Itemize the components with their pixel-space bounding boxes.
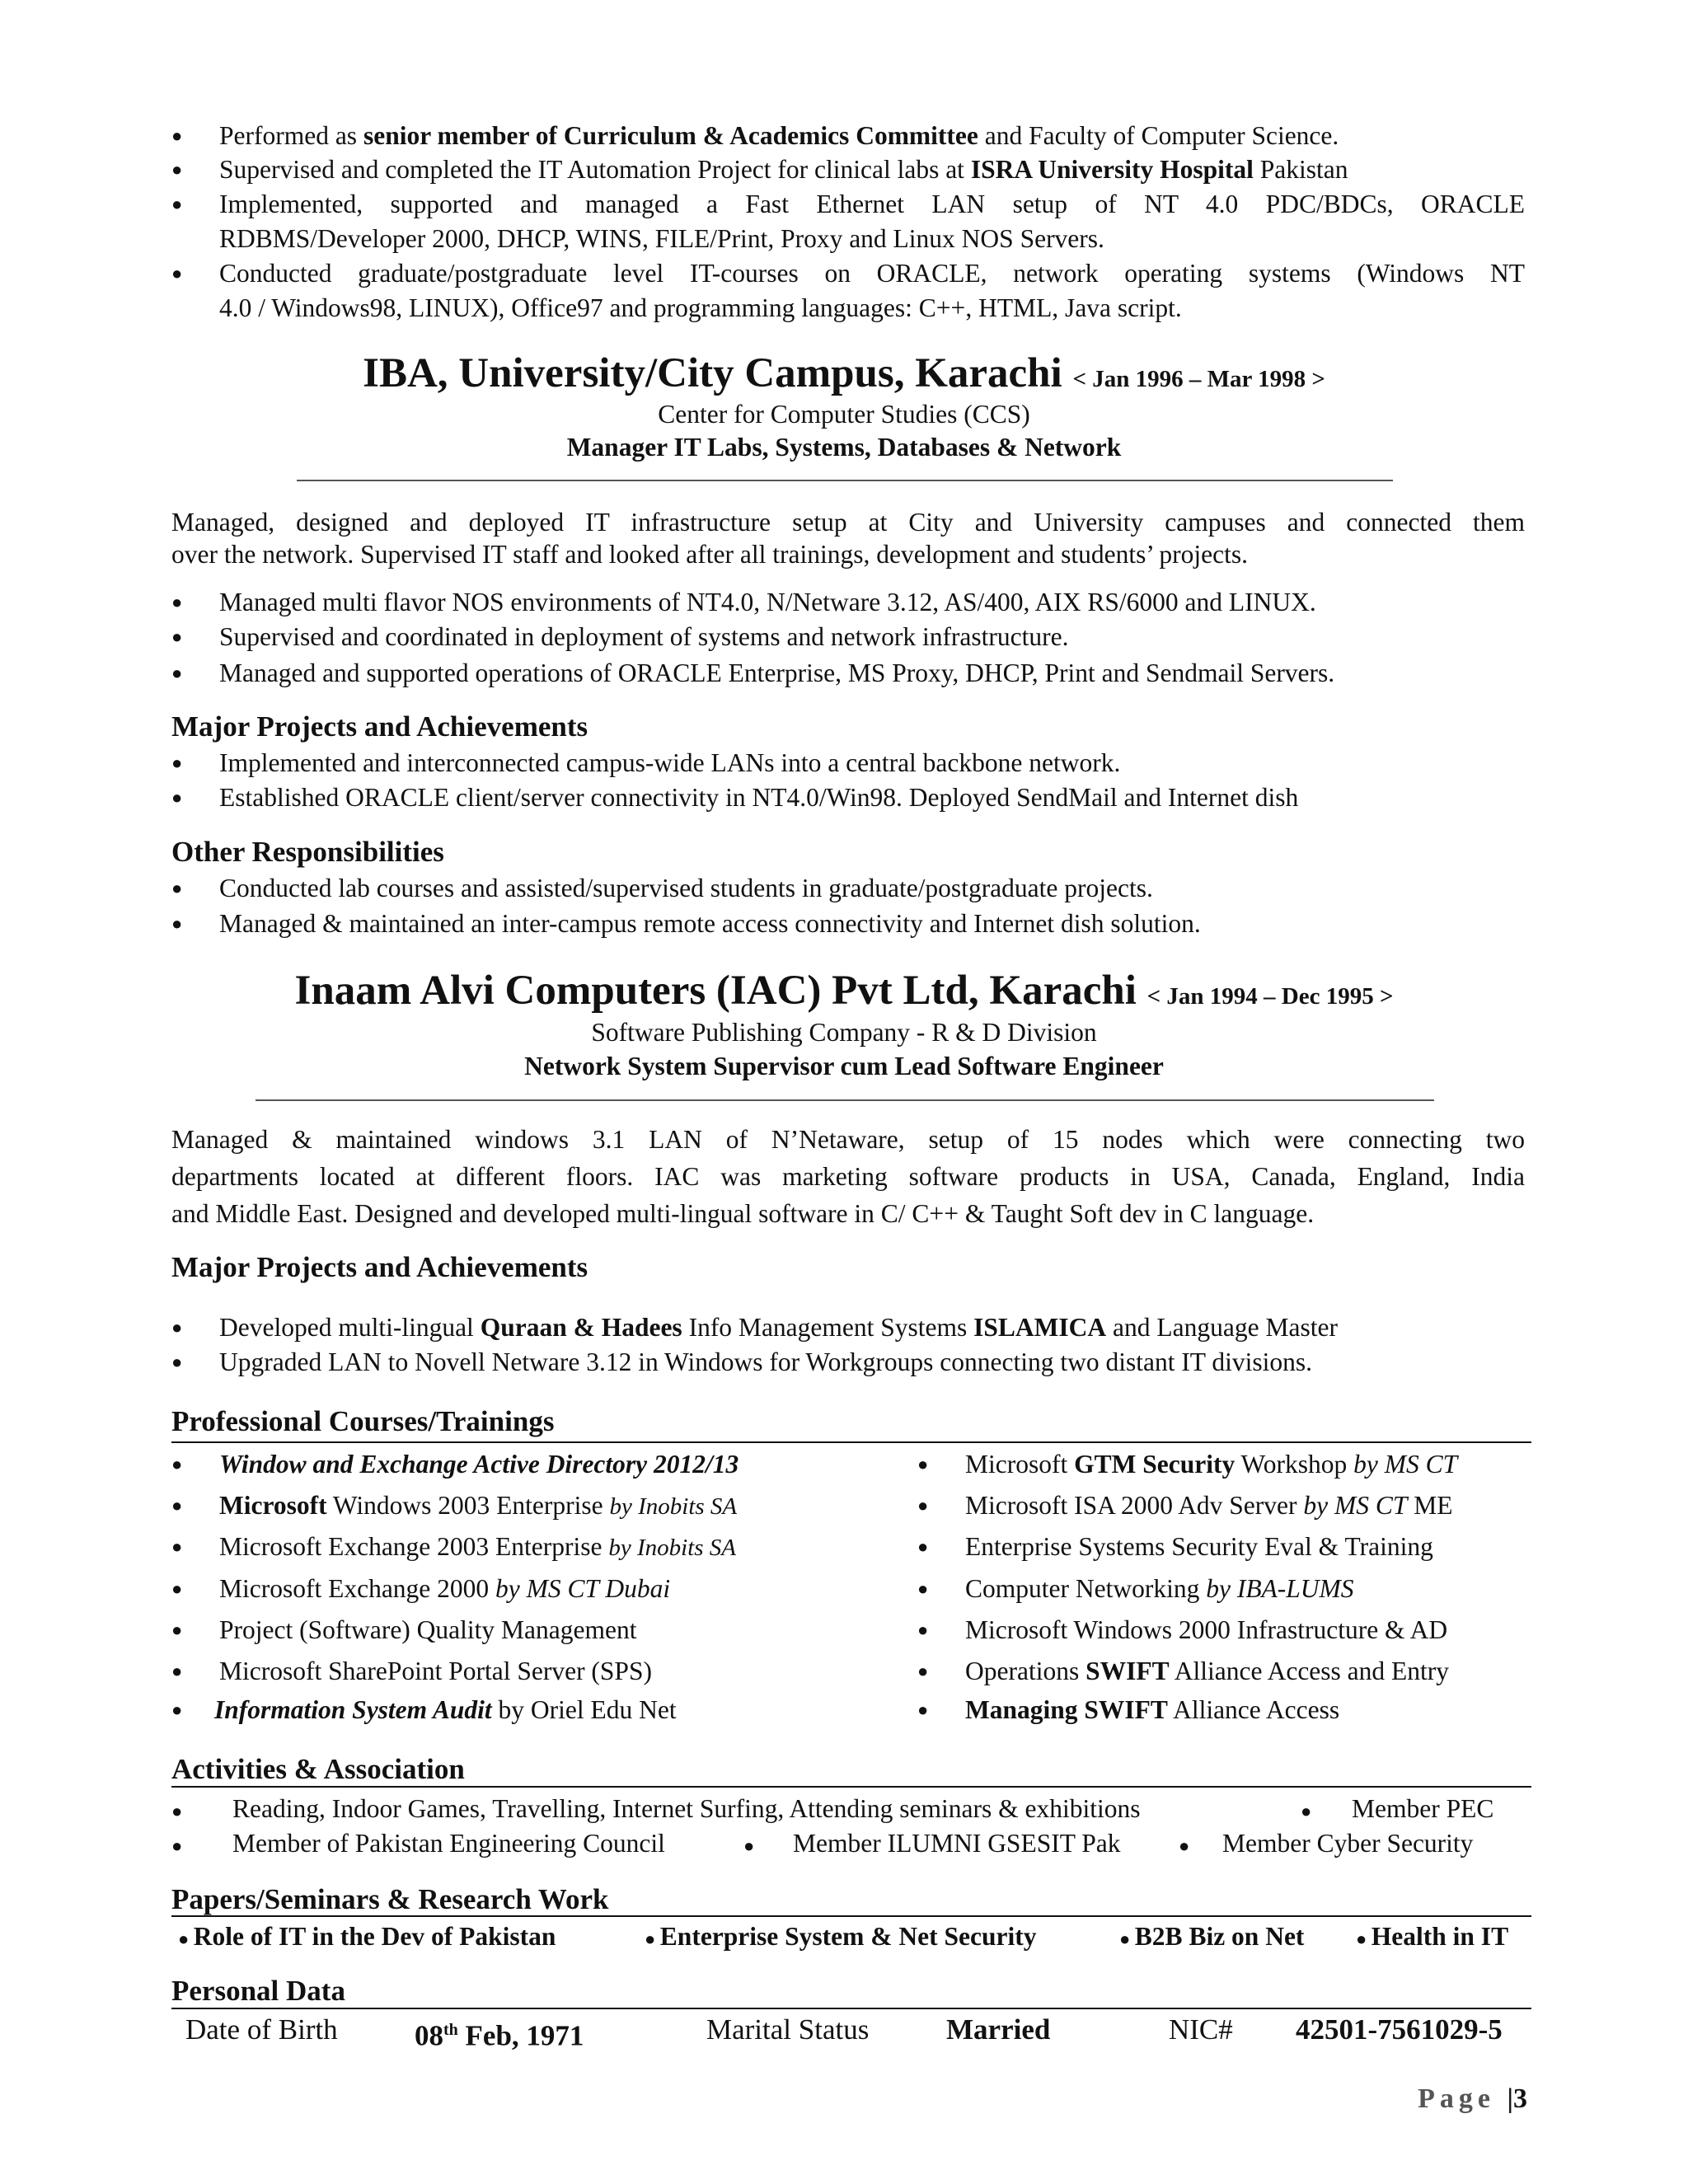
section-heading: Papers/Seminars & Research Work xyxy=(171,1883,609,1915)
bullet-icon: ● xyxy=(1179,1835,1190,1856)
list-item: ● Implemented, supported and managed a Fast Ethernet LAN setup of NT 4.0 PDC/BDCs, ORACLE RDBMS/Developer 2000, DHCP, WINS, FILE/Print, Proxy and Linux NOS Servers. xyxy=(171,190,1525,253)
list-item: ● Conducted graduate/postgraduate level IT-courses on ORACLE, network operating systems (Windows NT 4.0 / Windows98, LINUX), Office97 and programming languages: C++, HTML, Java script. xyxy=(171,259,1525,322)
department: Center for Computer Studies (CCS) xyxy=(658,400,1030,429)
activity-item: Member Cyber Security xyxy=(1222,1829,1474,1858)
bullet-icon: ● xyxy=(743,1835,755,1856)
activity-item: Reading, Indoor Games, Travelling, Internet Surfing, Attending seminars & exhibitions xyxy=(232,1794,1141,1823)
bullet-icon: ● xyxy=(917,1454,929,1474)
company-heading: Inaam Alvi Computers (IAC) Pvt Ltd, Karachi < Jan 1994 – Dec 1995 > xyxy=(294,968,1394,1014)
summary-line: and Middle East. Designed and developed multi-lingual software in C/ C++ & Taught Soft dev in C language. xyxy=(171,1199,1315,1228)
section-heading: Personal Data xyxy=(171,1975,345,2007)
divider xyxy=(297,480,1393,481)
bullet-icon: ● xyxy=(171,1661,183,1681)
bullet-icon: ● xyxy=(171,752,183,773)
divider xyxy=(256,1099,1434,1101)
bullet-icon: ● xyxy=(171,1495,183,1516)
bullet-icon: ● xyxy=(917,1578,929,1599)
bullet-icon: ● xyxy=(171,1801,183,1821)
bullet-icon: ● xyxy=(917,1495,929,1516)
bullet-icon: ● xyxy=(1301,1801,1312,1821)
section-rule xyxy=(171,1915,1531,1917)
dob-value: 08th Feb, 1971 xyxy=(415,2019,584,2052)
section-heading: Professional Courses/Trainings xyxy=(171,1405,555,1437)
bullet-icon: ● xyxy=(171,125,183,146)
bullet-icon: ● xyxy=(1119,1929,1135,1949)
dob-label: Date of Birth xyxy=(185,2013,338,2046)
employment-dates: < Jan 1994 – Dec 1995 > xyxy=(1146,983,1394,1010)
section-rule xyxy=(171,2008,1531,2009)
paper-item: ● Role of IT in the Dev of Pakistan xyxy=(178,1922,556,1951)
bullet-icon: ● xyxy=(1356,1929,1372,1949)
section-heading: Activities & Association xyxy=(171,1753,465,1785)
section-rule xyxy=(171,1441,1531,1443)
resume-page: ● Performed as senior member of Curriculum & Academics Committee and Faculty of Computer Science. ● Supervised and completed the IT Automation Project for clinical labs at ISRA University Hospital Pakistan ● Implemented, supported and managed a Fast Ethernet LAN setup of NT 4.0 PDC/BDCs, ORACLE RDBMS/Developer 2000, DHCP, WINS, FILE/Print, Proxy and Linux NOS Servers. ● Conducted graduate/postgraduate level IT-courses on ORACLE, network operating systems (Windows NT 4.0 / Windows98, LINUX), Office97 and programming languages: C++, HTML, Java script. IBA, University/City Campus, Karachi < Jan 1996 – Mar 1998 > Center for Computer Studies (CCS) Manager IT Labs, Systems, Databases & Network Managed, designed and deployed IT infrastructure setup at City and University campuses and connected them over the network. Supervised IT staff and looked after all trainings, development and students’ projects. ● Managed multi flavor NOS environments of NT4.0, N/Netware 3.12, AS/400, AIX RS/6000 and LINUX. ● Supervised and coordinated in deployment of systems and network infrastructure. ● Managed and supported operations of ORACLE Enterprise, MS Proxy, DHCP, Print and Sendmail Servers. Major Projects and Achievements ● Implemented and interconnected campus-wide LANs into a central backbone network. ● Established ORACLE client/server connectivity in NT4.0/Win98. Deployed SendMail and Internet dish Other Responsibilities ● Conducted lab courses and assisted/supervised students in graduate/postgraduate projects. ● Managed & maintained an inter-campus remote access connectivity and Internet dish solution. Inaam Alvi Computers (IAC) Pvt Ltd, Karachi < Jan 1994 – Dec 1995 > Software Publishing Company - R & D Division Network System Supervisor cum Lead Software Engineer Managed & maintained windows 3.1 LAN of N’Netaware, setup of 15 nodes which were connecting two departments located at different floors. IAC was marketing software products in USA, Canada, England, India and Middle East. Designed and developed multi-lingual software in C/ C++ & Taught Soft dev in C language. Major Projects and Achievements ● Developed multi-lingual Quraan & Hadees Info Management Systems ISLAMICA and Language Master ● Upgraded LAN to Novell Netware 3.12 in Windows for Workgroups connecting two distant IT divisions. Professional Courses/Trainings ● Window and Exchange Active Directory 2012/13 ● Microsoft Windows 2003 Enterprise by Inobits SA ● Microsoft Exchange 2003 Enterprise by Inobits SA ● Microsoft Exchange 2000 by MS CT Dubai ● Project (Software) Quality Management ● Microsoft SharePoint Portal Server (SPS) ● Information System Audit by Oriel Edu Net ● Microsoft GTM Security Workshop by MS CT ● Microsoft ISA 2000 Adv Server by MS CT ME ● Enterprise Systems Security Eval & Training ● Computer Networking by IBA-LUMS ● Microsoft Windows 2000 Infrastructure & AD ● Operations SWIFT Alliance Access and Entry ● Managing SWIFT Alliance Access Activities & Association ● Reading, Indoor Games, Travelling, Internet Surfing, Attending seminars & exhibitions ● Member PEC ● Member of Pakistan Engineering Council ● Member ILUMNI GSESIT Pak ● Member Cyber Security Papers/Seminars & Research Work ● Role of IT in the Dev of Pakistan ● Enterprise System & Net Security ● B2B Biz on Net ● Health in IT Personal Data Date of Birth 08th Feb, 1971 Marital Status Married NIC# 42501-7561029-5 Page |3 xyxy=(0,0,1688,2184)
paper-item: ● B2B Biz on Net xyxy=(1119,1922,1305,1951)
bullet-icon: ● xyxy=(171,1536,183,1557)
bullet-icon: ● xyxy=(171,626,183,647)
company-heading: IBA, University/City Campus, Karachi < Jan 1996 – Mar 1998 > xyxy=(363,350,1325,396)
job-title: Network System Supervisor cum Lead Software Engineer xyxy=(524,1052,1164,1080)
bullet-icon: ● xyxy=(917,1619,929,1640)
employment-dates: < Jan 1996 – Mar 1998 > xyxy=(1072,366,1325,392)
bullet-icon: ● xyxy=(171,663,183,683)
section-heading: Major Projects and Achievements xyxy=(171,1251,588,1283)
marital-label: Marital Status xyxy=(706,2013,870,2046)
section-heading: Major Projects and Achievements xyxy=(171,710,588,743)
bullet-icon: ● xyxy=(171,592,183,612)
summary-line: over the network. Supervised IT staff and looked after all trainings, development and students’ projects. xyxy=(171,540,1249,569)
marital-value: Married xyxy=(946,2013,1051,2046)
summary-line: Managed & maintained windows 3.1 LAN of N’Netaware, setup of 15 nodes which were connecting two xyxy=(171,1125,1525,1154)
bullet-icon: ● xyxy=(171,1317,183,1338)
bullet-icon: ● xyxy=(178,1929,194,1949)
activity-item xyxy=(171,1793,182,1828)
bullet-icon: ● xyxy=(171,878,183,898)
job-title: Manager IT Labs, Systems, Databases & Network xyxy=(566,433,1122,462)
bullet-icon: ● xyxy=(171,194,183,214)
paper-item: ● Enterprise System & Net Security xyxy=(645,1922,1037,1951)
page-number: Page |3 xyxy=(1418,2083,1527,2114)
bullet-icon: ● xyxy=(171,913,183,934)
bullet-icon: ● xyxy=(917,1699,929,1720)
nic-value: 42501-7561029-5 xyxy=(1296,2013,1503,2046)
activity-item: Member ILUMNI GSESIT Pak xyxy=(793,1829,1121,1858)
activity-item: Member of Pakistan Engineering Council xyxy=(232,1829,665,1858)
bullet-icon: ● xyxy=(171,1699,183,1720)
summary-line: departments located at different floors. IAC was marketing software products in USA, Canada, England, India xyxy=(171,1162,1525,1191)
bullet-icon: ● xyxy=(171,1619,183,1640)
activity-item: Member PEC xyxy=(1352,1794,1494,1823)
section-rule xyxy=(171,1786,1531,1788)
nic-label: NIC# xyxy=(1169,2013,1233,2046)
bullet-icon: ● xyxy=(171,1835,183,1856)
bullet-icon: ● xyxy=(171,787,183,808)
bullet-icon: ● xyxy=(171,159,183,180)
bullet-icon: ● xyxy=(645,1929,660,1949)
bullet-icon: ● xyxy=(917,1536,929,1557)
section-heading: Other Responsibilities xyxy=(171,836,444,868)
bullet-icon: ● xyxy=(171,1352,183,1372)
bullet-icon: ● xyxy=(171,263,183,284)
bullet-icon: ● xyxy=(171,1454,183,1474)
paper-item: ● Health in IT xyxy=(1356,1922,1509,1951)
summary-line: Managed, designed and deployed IT infrastructure setup at City and University campuses and connected them xyxy=(171,508,1525,537)
department: Software Publishing Company - R & D Division xyxy=(591,1018,1097,1047)
bullet-icon: ● xyxy=(917,1661,929,1681)
bullet-icon: ● xyxy=(171,1578,183,1599)
